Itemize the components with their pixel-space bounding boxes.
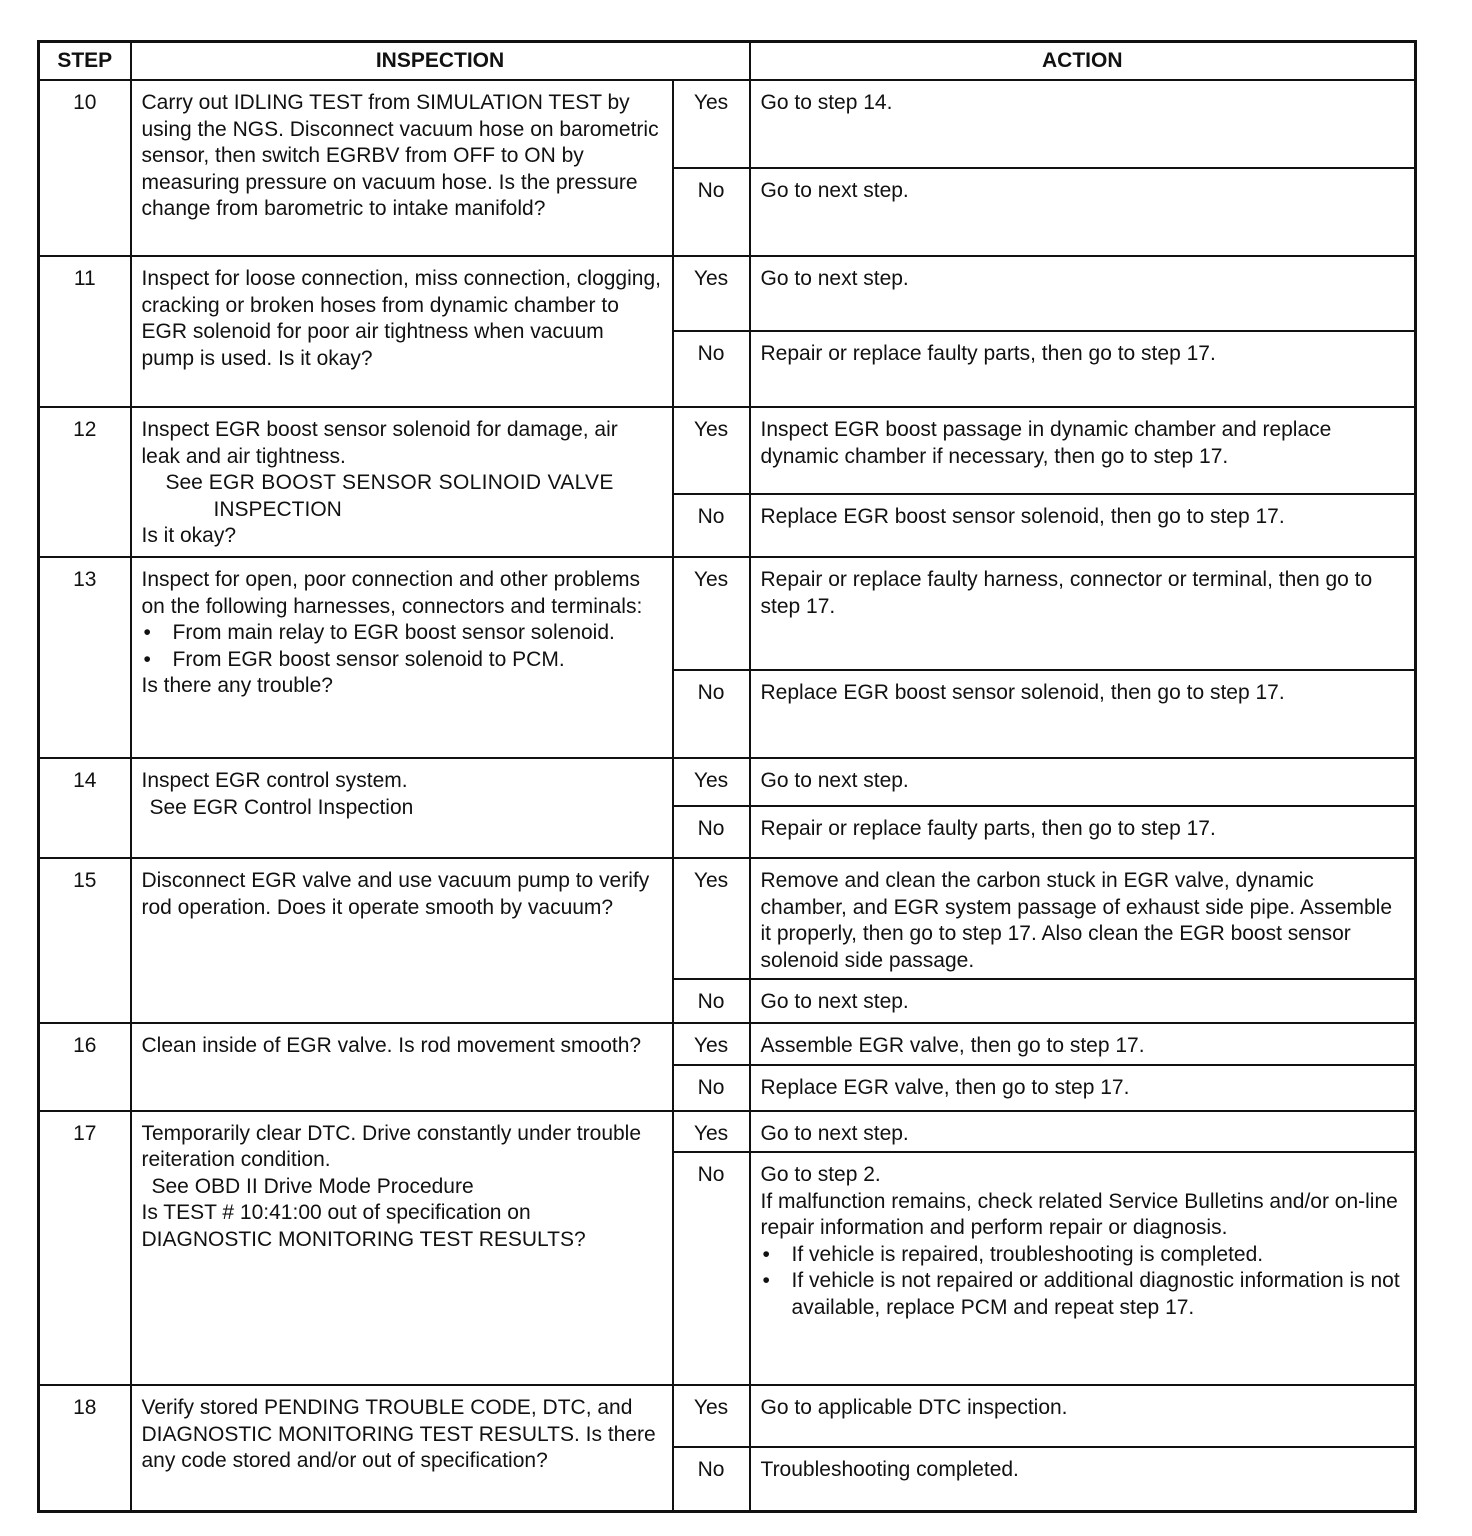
table-row <box>39 80 1416 168</box>
table-row <box>39 1023 1416 1065</box>
no-label: No <box>673 1065 750 1111</box>
table-row <box>39 407 1416 494</box>
action-bullets <box>761 1242 1405 1322</box>
see-prefix: See <box>165 471 203 494</box>
no-action-cell <box>750 1152 1416 1385</box>
inspection-text: Temporarily clear DTC. Drive constantly under trouble reiteration condition. <box>141 1121 642 1171</box>
no-action: Troubleshooting completed. <box>750 1447 1416 1511</box>
no-action: Go to step 2. <box>760 1163 881 1186</box>
header-action: ACTION <box>750 42 1416 81</box>
inspection-text: Inspect for loose connection, miss connection, clogging, cracking or broken hoses from dynamic chamber to EGR solenoid for poor air tightness when vacuum pump is used. Is it okay? <box>131 256 673 407</box>
no-label: No <box>673 670 750 758</box>
inspection-text: Clean inside of EGR valve. Is rod movement smooth? <box>131 1023 673 1111</box>
yes-action: Go to next step. <box>750 1111 1416 1153</box>
yes-action: Go to next step. <box>750 758 1416 806</box>
see-reference-link-cont[interactable]: INSPECTION <box>213 497 342 521</box>
no-label: No <box>673 494 750 557</box>
diagnostic-table <box>37 40 1417 1513</box>
step-number: 16 <box>39 1023 131 1111</box>
see-reference-link[interactable]: OBD II Drive Mode Procedure <box>194 1174 474 1198</box>
inspection-text: Verify stored PENDING TROUBLE CODE, DTC, and DIAGNOSTIC MONITORING TEST RESULTS. Is there any code stored and/or out of specification? <box>131 1385 673 1511</box>
no-action: Replace EGR boost sensor solenoid, then go to step 17. <box>750 670 1416 758</box>
list-item: • If vehicle is repaired, troubleshooting is completed. <box>761 1242 1405 1269</box>
step-number: 11 <box>39 256 131 407</box>
see-reference-link[interactable]: EGR Control Inspection <box>192 795 414 819</box>
yes-label: Yes <box>673 758 750 806</box>
list-item: • From main relay to EGR boost sensor solenoid. <box>142 620 662 647</box>
yes-action: Assemble EGR valve, then go to step 17. <box>750 1023 1416 1065</box>
no-label: No <box>673 168 750 256</box>
yes-action: Go to step 14. <box>750 80 1416 168</box>
header-inspection: INSPECTION <box>131 42 750 81</box>
step-number: 12 <box>39 407 131 557</box>
inspection-cell <box>131 758 673 858</box>
step-number: 10 <box>39 80 131 256</box>
list-item: • If vehicle is not repaired or additional diagnostic information is not available, replace PCM and repeat step 17. <box>761 1268 1405 1321</box>
yes-action: Inspect EGR boost passage in dynamic chamber and replace dynamic chamber if necessary, then go to step 17. <box>750 407 1416 494</box>
inspection-text: Disconnect EGR valve and use vacuum pump to verify rod operation. Does it operate smooth by vacuum? <box>131 858 673 1023</box>
no-action: Go to next step. <box>750 979 1416 1023</box>
inspection-question: Is there any trouble? <box>141 674 333 697</box>
step-number: 18 <box>39 1385 131 1511</box>
table-row <box>39 557 1416 670</box>
yes-label: Yes <box>673 256 750 331</box>
yes-label: Yes <box>673 858 750 979</box>
inspection-text: Inspect EGR control system. <box>141 769 408 792</box>
inspection-cell <box>131 1111 673 1386</box>
table-row <box>39 858 1416 979</box>
yes-label: Yes <box>673 1111 750 1153</box>
yes-action: Go to applicable DTC inspection. <box>750 1385 1416 1447</box>
yes-action: Remove and clean the carbon stuck in EGR valve, dynamic chamber, and EGR system passage of exhaust side pipe. Assemble it properly, then go to step 17. Also clean the EGR boost sensor solenoid side passage. <box>750 858 1416 979</box>
yes-action: Go to next step. <box>750 256 1416 331</box>
yes-label: Yes <box>673 1385 750 1447</box>
table-row <box>39 1385 1416 1447</box>
header-row <box>39 42 1416 81</box>
no-label: No <box>673 1447 750 1511</box>
inspection-text: Inspect for open, poor connection and other problems on the following harnesses, connectors and terminals: <box>141 568 643 618</box>
inspection-cell <box>131 407 673 557</box>
yes-label: Yes <box>673 1023 750 1065</box>
no-label: No <box>673 979 750 1023</box>
step-number: 13 <box>39 557 131 758</box>
no-action: Repair or replace faulty parts, then go to step 17. <box>750 331 1416 407</box>
yes-label: Yes <box>673 557 750 670</box>
table-row <box>39 256 1416 331</box>
header-step: STEP <box>39 42 131 81</box>
step-number: 15 <box>39 858 131 1023</box>
yes-action: Repair or replace faulty harness, connector or terminal, then go to step 17. <box>750 557 1416 670</box>
inspection-text: Inspect EGR boost sensor solenoid for damage, air leak and air tightness. <box>141 418 618 468</box>
yes-label: Yes <box>673 407 750 494</box>
no-action-detail: If malfunction remains, check related Service Bulletins and/or on-line repair information and perform repair or diagnosis. <box>760 1189 1398 1239</box>
inspection-bullets <box>142 620 662 673</box>
inspection-cell <box>131 557 673 758</box>
see-prefix: See <box>149 795 187 819</box>
no-label: No <box>673 1152 750 1385</box>
step-number: 14 <box>39 758 131 858</box>
inspection-question: Is it okay? <box>141 524 237 547</box>
no-label: No <box>673 331 750 407</box>
no-action: Replace EGR boost sensor solenoid, then go to step 17. <box>750 494 1416 557</box>
inspection-question: Is TEST # 10:41:00 out of specification on DIAGNOSTIC MONITORING TEST RESULTS? <box>141 1201 586 1251</box>
see-prefix: See <box>151 1174 189 1198</box>
see-reference <box>142 470 662 497</box>
list-item: • From EGR boost sensor solenoid to PCM. <box>142 647 662 674</box>
no-action: Repair or replace faulty parts, then go to step 17. <box>750 806 1416 858</box>
see-reference <box>142 795 662 822</box>
table-row <box>39 758 1416 806</box>
see-reference-link[interactable]: EGR BOOST SENSOR SOLINOID VALVE <box>208 471 614 494</box>
inspection-text: Carry out IDLING TEST from SIMULATION TEST by using the NGS. Disconnect vacuum hose on barometric sensor, then switch EGRBV from OFF to ON by measuring pressure on vacuum hose. Is the pressure change from barometric to intake manifold? <box>131 80 673 256</box>
no-label: No <box>673 806 750 858</box>
no-action: Replace EGR valve, then go to step 17. <box>750 1065 1416 1111</box>
table-row <box>39 1111 1416 1153</box>
see-reference <box>142 1174 662 1201</box>
step-number: 17 <box>39 1111 131 1386</box>
no-action: Go to next step. <box>750 168 1416 256</box>
yes-label: Yes <box>673 80 750 168</box>
